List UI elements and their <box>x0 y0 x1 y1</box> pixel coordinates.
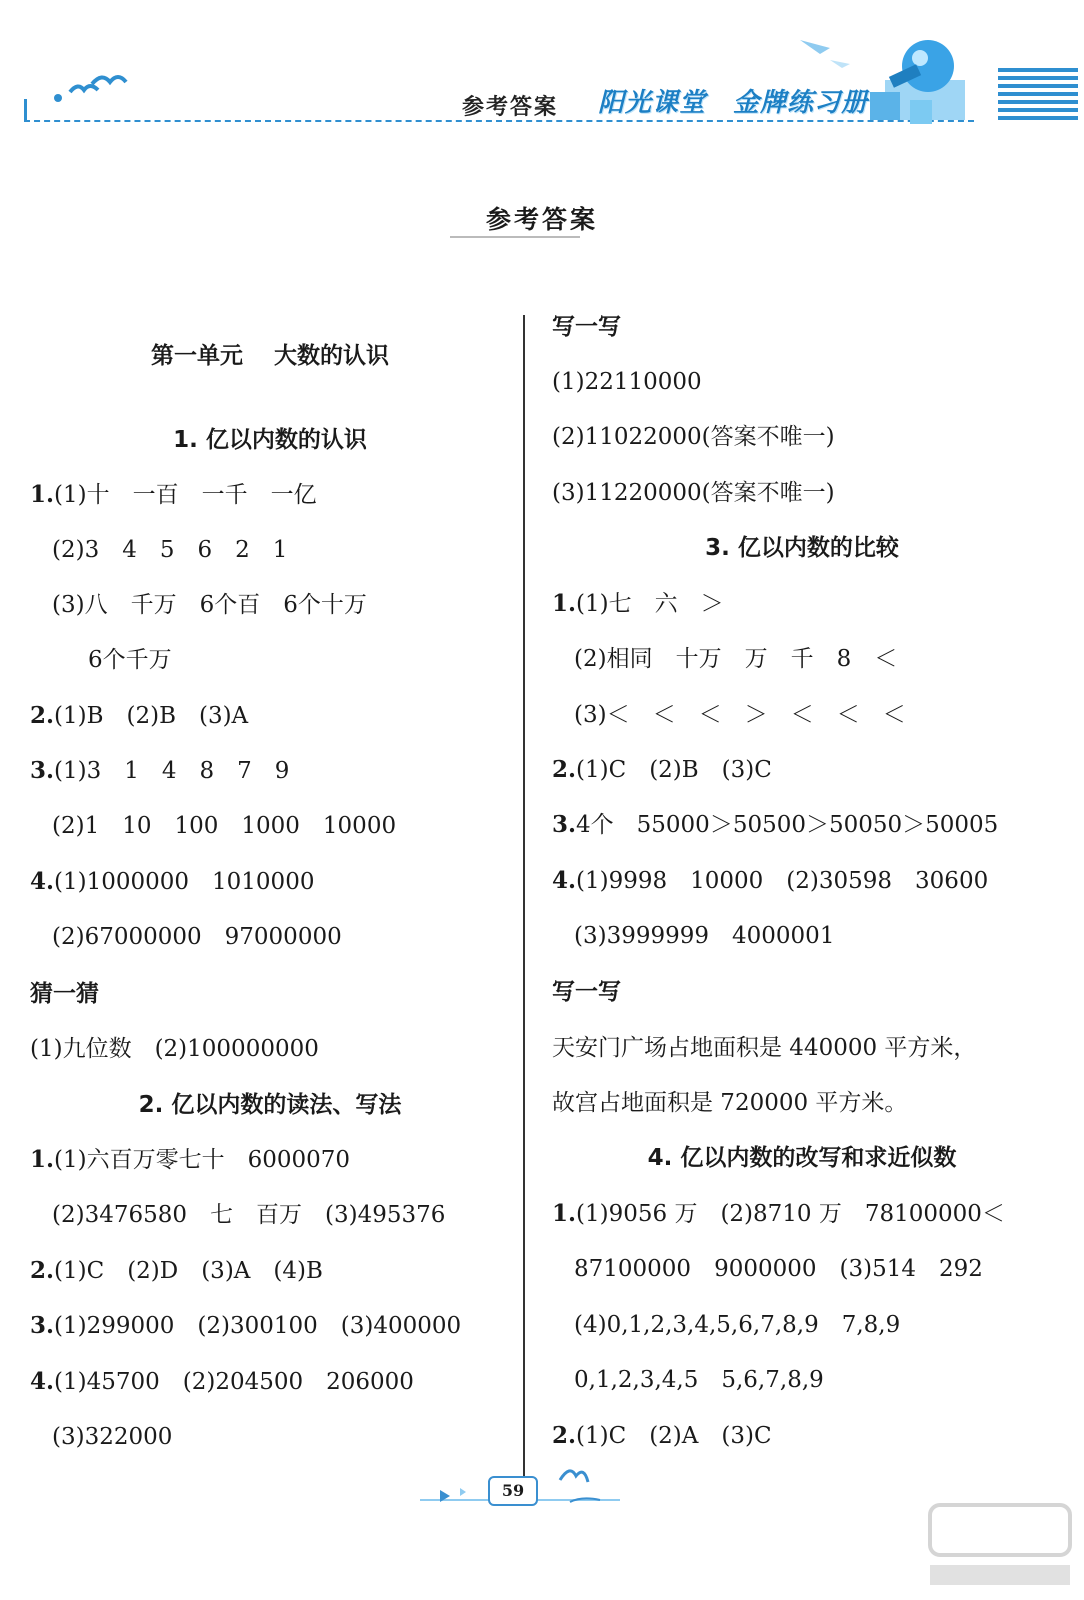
answer-line: (3)＜ ＜ ＜ ＞ ＜ ＜ ＜ <box>574 702 906 728</box>
watermark-logo <box>920 1495 1080 1595</box>
answer-line: (2)67000000 97000000 <box>52 924 342 950</box>
column-divider <box>523 315 525 1485</box>
answer-line: 1.(1)六百万零七十 6000070 <box>30 1146 351 1173</box>
answer-line: 4.(1)1000000 1010000 <box>30 868 315 895</box>
answer-line: 2.(1)C (2)D (3)A (4)B <box>30 1257 323 1284</box>
answer-line: 天安门广场占地面积是 440000 平方米， <box>552 1035 977 1061</box>
answer-line: (3)3999999 4000001 <box>574 923 835 949</box>
answer-line: 2.(1)C (2)A (3)C <box>552 1422 772 1449</box>
section-title: 4. 亿以内数的改写和求近似数 <box>647 1145 957 1171</box>
section-title: 1. 亿以内数的认识 <box>173 427 367 453</box>
answer-line: (2)3476580 七 百万 (3)495376 <box>52 1202 446 1228</box>
answer-line: 4.(1)45700 (2)204500 206000 <box>30 1368 414 1395</box>
answer-line: (3)322000 <box>52 1424 173 1450</box>
answer-line: 2.(1)B (2)B (3)A <box>30 702 249 729</box>
header-corner <box>24 99 33 121</box>
title-underline <box>450 236 580 238</box>
unit-title: 第一单元 大数的认识 <box>150 343 389 369</box>
question-number: 4. <box>30 868 55 895</box>
header-label: 参考答案 <box>462 95 559 120</box>
answer-line: 1.(1)十 一百 一千 一亿 <box>30 481 317 508</box>
question-number: 3. <box>30 757 55 784</box>
birds-icon <box>40 70 130 110</box>
answer-line: 3.(1)299000 (2)300100 (3)400000 <box>30 1312 462 1339</box>
section-title: 3. 亿以内数的比较 <box>705 535 899 561</box>
answer-line: (2)11022000(答案不唯一) <box>552 424 835 450</box>
subsection-title: 写一写 <box>552 314 621 340</box>
answer-line: 1.(1)七 六 ＞ <box>552 590 724 617</box>
brand-title: 阳光课堂 金牌练习册 <box>598 88 869 118</box>
answer-line: (3)11220000(答案不唯一) <box>552 480 835 506</box>
answer-line: 3.4个 55000＞50500＞50050＞50005 <box>552 811 999 838</box>
section-title: 2. 亿以内数的读法、写法 <box>138 1092 402 1118</box>
subsection-title: 写一写 <box>552 979 621 1005</box>
answer-line: 2.(1)C (2)B (3)C <box>552 756 772 783</box>
answer-line: 87100000 9000000 (3)514 292 <box>574 1256 983 1282</box>
answer-line: (1)九位数 (2)100000000 <box>30 1036 319 1062</box>
answer-line: 6个千万 <box>88 647 172 673</box>
answer-line: (4)0,1,2,3,4,5,6,7,8,9 7,8,9 <box>574 1312 901 1338</box>
answer-line: (2)1 10 100 1000 10000 <box>52 813 397 839</box>
question-number: 2. <box>30 702 55 729</box>
answer-line: (3)八 千万 6个百 6个十万 <box>52 592 367 618</box>
answer-line: 1.(1)9056 万 (2)8710 万 78100000＜ <box>552 1200 1005 1227</box>
question-number: 1. <box>30 481 55 508</box>
subsection-title: 猜一猜 <box>30 981 99 1007</box>
answer-line: 0,1,2,3,4,5 5,6,7,8,9 <box>574 1367 824 1393</box>
stripes-decoration <box>998 66 1078 122</box>
globe-telescope-icon <box>790 20 980 130</box>
answer-line: 3.(1)3 1 4 8 7 9 <box>30 757 290 784</box>
answer-line: 故宫占地面积是 720000 平方米。 <box>552 1090 908 1116</box>
page-title: 参考答案 <box>485 205 598 234</box>
answer-line: (2)3 4 5 6 2 1 <box>52 537 288 563</box>
answer-line: 4.(1)9998 10000 (2)30598 30600 <box>552 867 989 894</box>
answer-line: (1)22110000 <box>552 369 702 395</box>
page-footer <box>420 1462 620 1512</box>
page-number: 59 <box>488 1476 538 1506</box>
page-header <box>0 0 1084 140</box>
answer-line: (2)相同 十万 万 千 8 ＜ <box>574 646 898 672</box>
